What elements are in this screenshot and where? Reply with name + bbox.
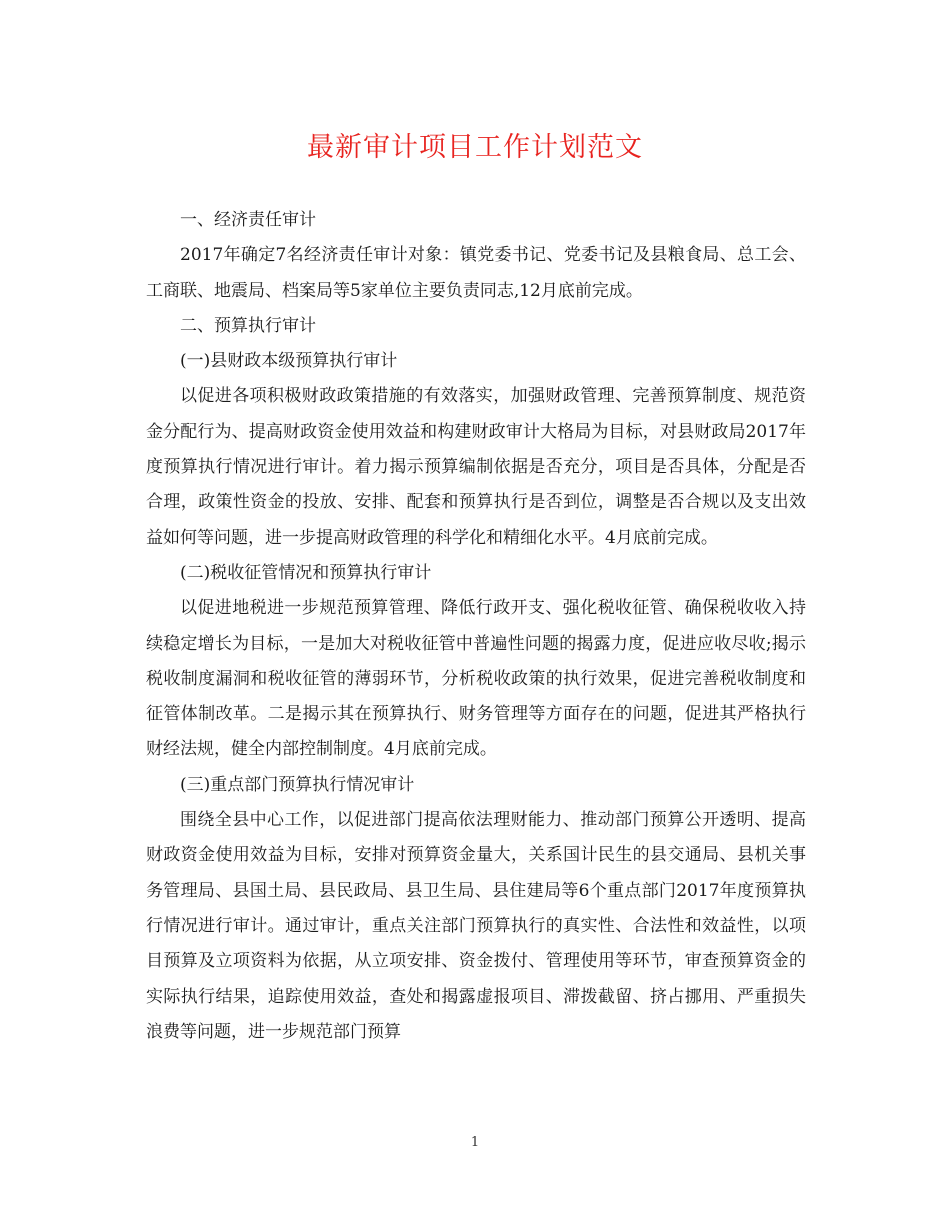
paragraph-economic-responsibility: 2017年确定7名经济责任审计对象：镇党委书记、党委书记及县粮食局、总工会、工商联、地震局、档案局等5家单位主要负责同志,12月底前完成。 [146,245,806,301]
subsection-heading-county-finance: (一)县财政本级预算执行审计 [180,351,398,372]
subsection-heading-key-departments: (三)重点部门预算执行情况审计 [180,774,415,795]
section-heading-budget-execution: 二、预算执行审计 [180,315,316,336]
paragraph-key-departments: 围绕全县中心工作，以促进部门提高依法理财能力、推动部门预算公开透明、提高财政资金使用效益为目标，安排对预算资金量大，关系国计民生的县交通局、县机关事务管理局、县国土局、县民政局、县卫生局、县住建局等6个重点部门2017年度预算执行情况进行审计。通过审计，重点关注部门预算执行的真实性、合法性和效益性，以项目预算及立项资料为依据，从立项安排、资金拨付、管理使用等环节，审查预算资金的实际执行结果，追踪使用效益，查处和揭露虚报项目、滞拨截留、挤占挪用、严重损失浪费等问题，进一步规范部门预算 [146,810,806,1042]
paragraph-tax-collection: 以促进地税进一步规范预算管理、降低行政开支、强化税收征管、确保税收收入持续稳定增长为目标，一是加大对税收征管中普遍性问题的揭露力度，促进应收尽收;揭示税收制度漏洞和税收征管的薄弱环节，分析税收政策的执行效果，促进完善税收制度和征管体制改革。二是揭示其在预算执行、财务管理等方面存在的问题，促进其严格执行财经法规，健全内部控制制度。4月底前完成。 [146,598,806,760]
subsection-heading-tax-collection: (二)税收征管情况和预算执行审计 [180,562,432,583]
paragraph-county-finance: 以促进各项积极财政政策措施的有效落实，加强财政管理、完善预算制度、规范资金分配行为、提高财政资金使用效益和构建财政审计大格局为目标，对县财政局2017年度预算执行情况进行审计。着力揭示预算编制依据是否充分，项目是否具体，分配是否合理，政策性资金的投放、安排、配套和预算执行是否到位，调整是否合规以及支出效益如何等问题，进一步提高财政管理的科学化和精细化水平。4月底前完成。 [146,386,806,548]
page-number: 1 [470,1135,480,1150]
document-body [146,203,806,1050]
document-title: 最新审计项目工作计划范文 [307,132,643,163]
section-heading-economic-responsibility: 一、经济责任审计 [180,210,316,230]
